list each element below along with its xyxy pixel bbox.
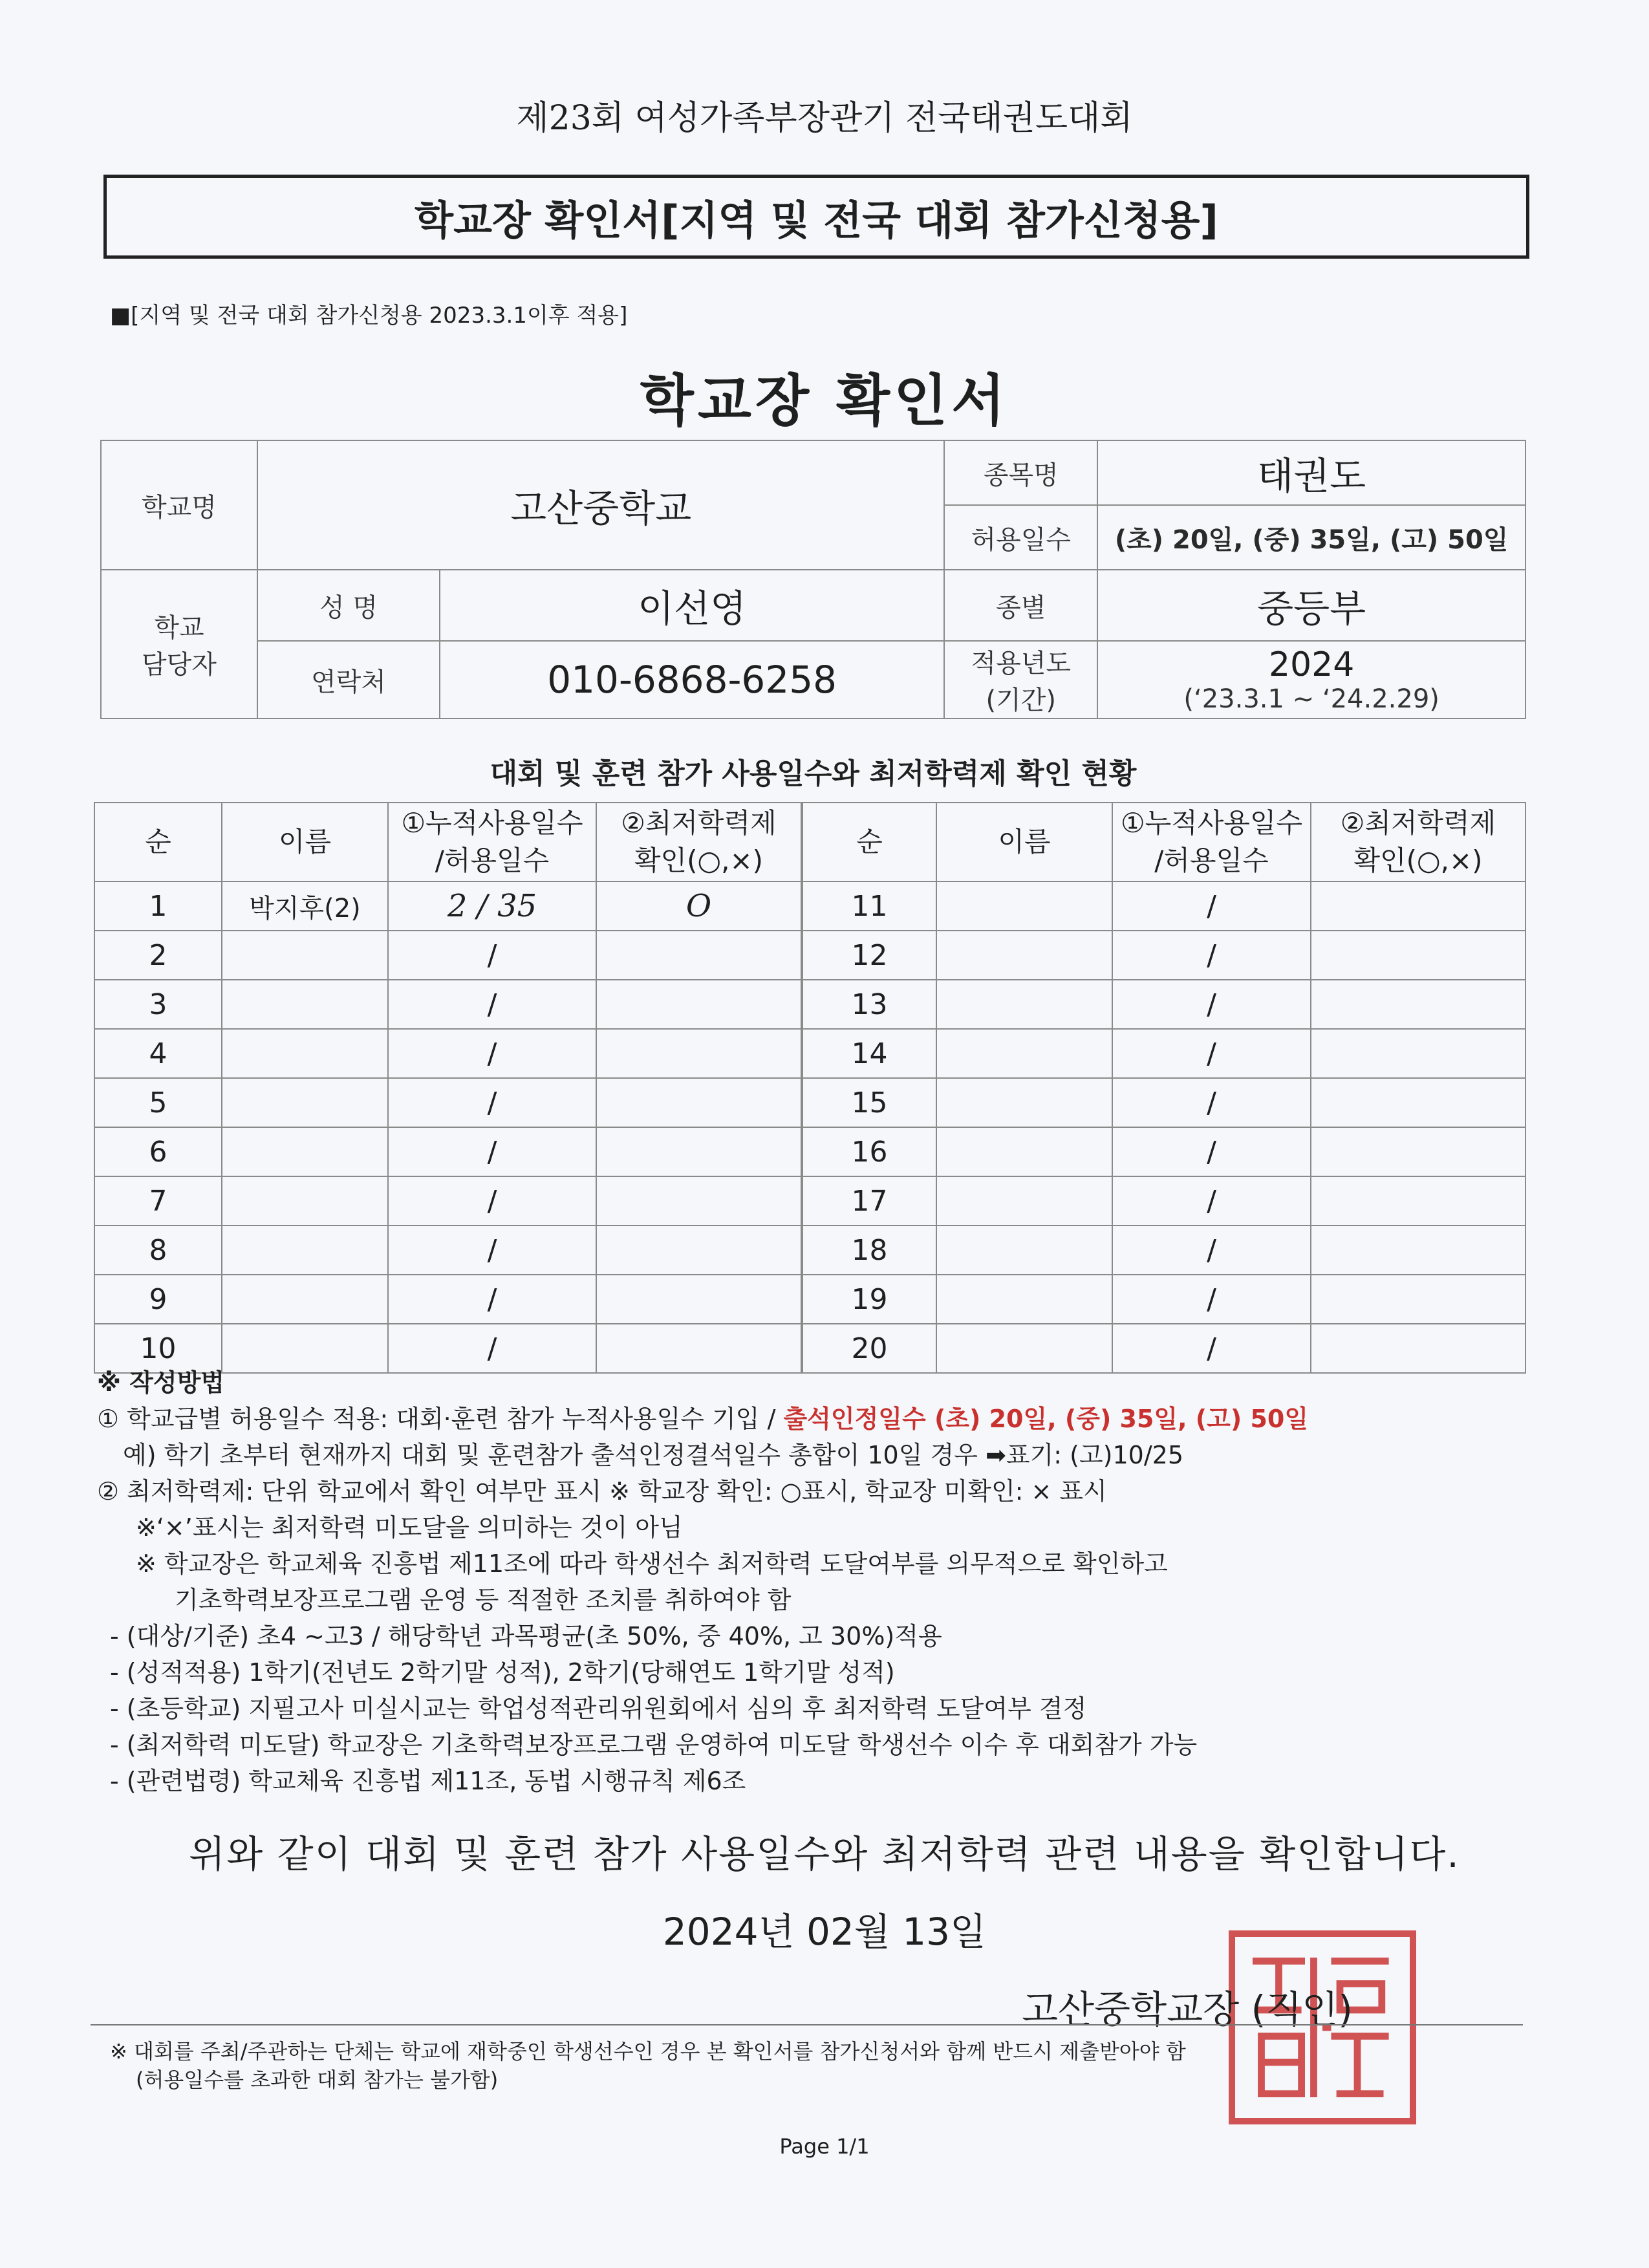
row-check <box>1311 1275 1525 1324</box>
row-name <box>222 1176 388 1226</box>
row-no: 19 <box>803 1275 936 1324</box>
row-check <box>1311 931 1525 980</box>
row-check: O <box>596 881 801 931</box>
row-check <box>596 1226 801 1275</box>
row-no: 1 <box>94 881 222 931</box>
instructions-section <box>97 1365 1539 1799</box>
row-days: / <box>1112 1226 1311 1275</box>
row-days: / <box>1112 1324 1311 1373</box>
row-no: 14 <box>803 1029 936 1078</box>
table-row <box>803 931 1525 980</box>
row-no: 11 <box>803 881 936 931</box>
document-heading: 학교장 확인서 <box>640 369 1009 433</box>
row-check <box>596 931 801 980</box>
row-days: / <box>1112 1078 1311 1127</box>
table-row <box>94 881 801 931</box>
row-no: 16 <box>803 1127 936 1176</box>
school-info-table <box>100 440 1526 719</box>
instruction-line: ※‘×’표시는 최저학력 미도달을 의미하는 것이 아님 <box>136 1513 683 1542</box>
row-days: / <box>1112 931 1311 980</box>
form-version-note: ■[지역 및 전국 대회 참가신청용 2023.3.1이후 적용] <box>110 303 628 329</box>
roster-table-left <box>94 802 802 1374</box>
row-check <box>1311 1226 1525 1275</box>
table-row <box>94 1078 801 1127</box>
row-name <box>936 1029 1112 1078</box>
division-value: 중등부 <box>1097 570 1525 641</box>
row-days: / <box>388 980 596 1029</box>
header-days: ①누적사용일수 /허용일수 <box>388 803 596 881</box>
row-name <box>936 881 1112 931</box>
row-check <box>596 1029 801 1078</box>
header-name: 이름 <box>936 803 1112 881</box>
row-name <box>222 1226 388 1275</box>
instruction-line <box>97 1401 1539 1437</box>
instruction-line: ② 최저학력제: 단위 학교에서 확인 여부만 표시 ※ 학교장 확인: ○표시, 학교장 미확인: × 표시 <box>97 1477 1107 1506</box>
row-days: / <box>1112 1029 1311 1078</box>
row-no: 6 <box>94 1127 222 1176</box>
year-value: 2024 <box>1268 645 1355 684</box>
table-row <box>803 881 1525 931</box>
divider <box>91 2024 1523 2025</box>
row-days: / <box>388 1176 596 1226</box>
instruction-text: 표기: (고)10/25 <box>1006 1441 1184 1469</box>
row-check <box>596 980 801 1029</box>
table-row <box>94 1226 801 1275</box>
table-row <box>803 1127 1525 1176</box>
row-no: 10 <box>94 1324 222 1373</box>
row-check <box>596 1275 801 1324</box>
row-days: / <box>388 1324 596 1373</box>
row-name <box>222 1127 388 1176</box>
header-no: 순 <box>94 803 222 881</box>
row-name <box>222 931 388 980</box>
row-no: 9 <box>94 1275 222 1324</box>
row-no: 13 <box>803 980 936 1029</box>
table-row <box>94 1127 801 1176</box>
contact-label: 연락처 <box>257 641 440 718</box>
header-check: ②최저학력제 확인(○,×) <box>1311 803 1525 881</box>
row-no: 4 <box>94 1029 222 1078</box>
status-title: 대회 및 훈련 참가 사용일수와 최저학력제 확인 현황 <box>490 757 1137 790</box>
allowed-days-value: (초) 20일, (중) 35일, (고) 50일 <box>1097 505 1525 570</box>
table-row <box>94 931 801 980</box>
row-name <box>936 1176 1112 1226</box>
staff-name-value: 이선영 <box>440 570 944 641</box>
instruction-text: 예) 학기 초부터 현재까지 대회 및 훈련참가 출석인정결석일수 총합이 10일 경우 <box>123 1441 986 1469</box>
row-no: 12 <box>803 931 936 980</box>
row-name <box>936 1226 1112 1275</box>
row-no: 15 <box>803 1078 936 1127</box>
year-label: 적용년도 (기간) <box>944 641 1097 718</box>
footnote-line: (허용일수를 초과한 대회 참가는 불가함) <box>136 2068 499 2092</box>
instruction-line: - (초등학교) 지필고사 미실시교는 학업성적관리위원회에서 심의 후 최저학력 도달여부 결정 <box>110 1694 1087 1723</box>
sport-value: 태권도 <box>1097 440 1525 505</box>
staff-label: 학교 담당자 <box>101 570 257 718</box>
instructions-heading: ※ 작성방법 <box>97 1368 225 1397</box>
table-row <box>94 1029 801 1078</box>
arrow-icon: ➡ <box>986 1441 1006 1469</box>
instruction-line: - (성적적용) 1학기(전년도 2학기말 성적), 2학기(당해연도 1학기말 성적) <box>110 1658 895 1687</box>
instruction-line: - (최저학력 미도달) 학교장은 기초학력보장프로그램 운영하여 미도달 학생선수 이수 후 대회참가 가능 <box>110 1731 1198 1759</box>
roster-table-right <box>802 802 1526 1374</box>
table-row <box>94 1176 801 1226</box>
principal-signature: 고산중학교장 (직인) <box>1022 1987 1353 2031</box>
instruction-highlight: 출석인정일수 (초) 20일, (중) 35일, (고) 50일 <box>783 1405 1309 1433</box>
table-row <box>803 1176 1525 1226</box>
row-check <box>596 1176 801 1226</box>
row-days: 2 / 35 <box>388 881 596 931</box>
instruction-line <box>97 1437 1539 1473</box>
form-title-box: 학교장 확인서[지역 및 전국 대회 참가신청용] <box>103 175 1529 259</box>
division-label: 종별 <box>944 570 1097 641</box>
sport-label: 종목명 <box>944 440 1097 505</box>
footnote <box>110 2037 1533 2094</box>
row-name <box>936 1275 1112 1324</box>
row-days: / <box>388 1029 596 1078</box>
instruction-line: - (대상/기준) 초4 ~고3 / 해당학년 과목평균(초 50%, 중 40%, 고 30%)적용 <box>110 1622 942 1650</box>
row-check <box>1311 1176 1525 1226</box>
row-days: / <box>1112 1176 1311 1226</box>
header-days: ①누적사용일수 /허용일수 <box>1112 803 1311 881</box>
row-days: / <box>388 931 596 980</box>
row-name <box>936 1078 1112 1127</box>
school-name-value: 고산중학교 <box>257 440 944 570</box>
instruction-line: - (관련법령) 학교체육 진흥법 제11조, 동법 시행규칙 제6조 <box>110 1767 746 1795</box>
row-days: / <box>388 1127 596 1176</box>
table-row <box>803 980 1525 1029</box>
row-no: 5 <box>94 1078 222 1127</box>
table-row <box>94 1275 801 1324</box>
issue-date: 2024년 02월 13일 <box>662 1910 987 1954</box>
row-name <box>222 1029 388 1078</box>
page-number: Page 1/1 <box>779 2134 870 2159</box>
row-check <box>1311 1029 1525 1078</box>
row-days: / <box>388 1078 596 1127</box>
table-row <box>803 1029 1525 1078</box>
row-check <box>596 1078 801 1127</box>
year-cell <box>1097 641 1525 718</box>
row-name <box>936 980 1112 1029</box>
row-days: / <box>1112 1127 1311 1176</box>
row-days: / <box>388 1275 596 1324</box>
row-no: 2 <box>94 931 222 980</box>
row-name <box>936 931 1112 980</box>
row-no: 8 <box>94 1226 222 1275</box>
instruction-line: 기초학력보장프로그램 운영 등 적절한 조치를 취하여야 함 <box>175 1586 792 1614</box>
row-no: 17 <box>803 1176 936 1226</box>
row-check <box>1311 1127 1525 1176</box>
table-row <box>94 980 801 1029</box>
event-title: 제23회 여성가족부장관기 전국태권도대회 <box>516 99 1133 138</box>
row-days: / <box>1112 1275 1311 1324</box>
row-days: / <box>1112 881 1311 931</box>
header-check: ②최저학력제 확인(○,×) <box>596 803 801 881</box>
table-row <box>803 1078 1525 1127</box>
row-name <box>222 980 388 1029</box>
row-check <box>1311 980 1525 1029</box>
instruction-line: ※ 학교장은 학교체육 진흥법 제11조에 따라 학생선수 최저학력 도달여부를 의무적으로 확인하고 <box>136 1550 1168 1578</box>
row-name <box>936 1127 1112 1176</box>
period-value: (‘23.3.1 ~ ‘24.2.29) <box>1183 684 1439 714</box>
row-name <box>222 1275 388 1324</box>
school-name-label: 학교명 <box>101 440 257 570</box>
row-check <box>596 1127 801 1176</box>
contact-value: 010-6868-6258 <box>440 641 944 718</box>
header-name: 이름 <box>222 803 388 881</box>
instruction-text: ① 학교급별 허용일수 적용: 대회·훈련 참가 누적사용일수 기입 / <box>97 1405 784 1433</box>
footnote-line: ※ 대회를 주최/주관하는 단체는 학교에 재학중인 학생선수인 경우 본 확인서를 참가신청서와 함께 반드시 제출받아야 함 <box>110 2039 1186 2064</box>
row-name: 박지후(2) <box>222 881 388 931</box>
table-row <box>803 1226 1525 1275</box>
row-name <box>222 1078 388 1127</box>
row-days: / <box>1112 980 1311 1029</box>
staff-name-label: 성 명 <box>257 570 440 641</box>
confirmation-statement: 위와 같이 대회 및 훈련 참가 사용일수와 최저학력 관련 내용을 확인합니다. <box>189 1832 1460 1876</box>
row-days: / <box>388 1226 596 1275</box>
row-no: 7 <box>94 1176 222 1226</box>
allowed-days-label: 허용일수 <box>944 505 1097 570</box>
row-check <box>1311 1078 1525 1127</box>
row-no: 20 <box>803 1324 936 1373</box>
header-no: 순 <box>803 803 936 881</box>
row-no: 18 <box>803 1226 936 1275</box>
row-check <box>1311 881 1525 931</box>
table-row <box>803 1275 1525 1324</box>
row-no: 3 <box>94 980 222 1029</box>
